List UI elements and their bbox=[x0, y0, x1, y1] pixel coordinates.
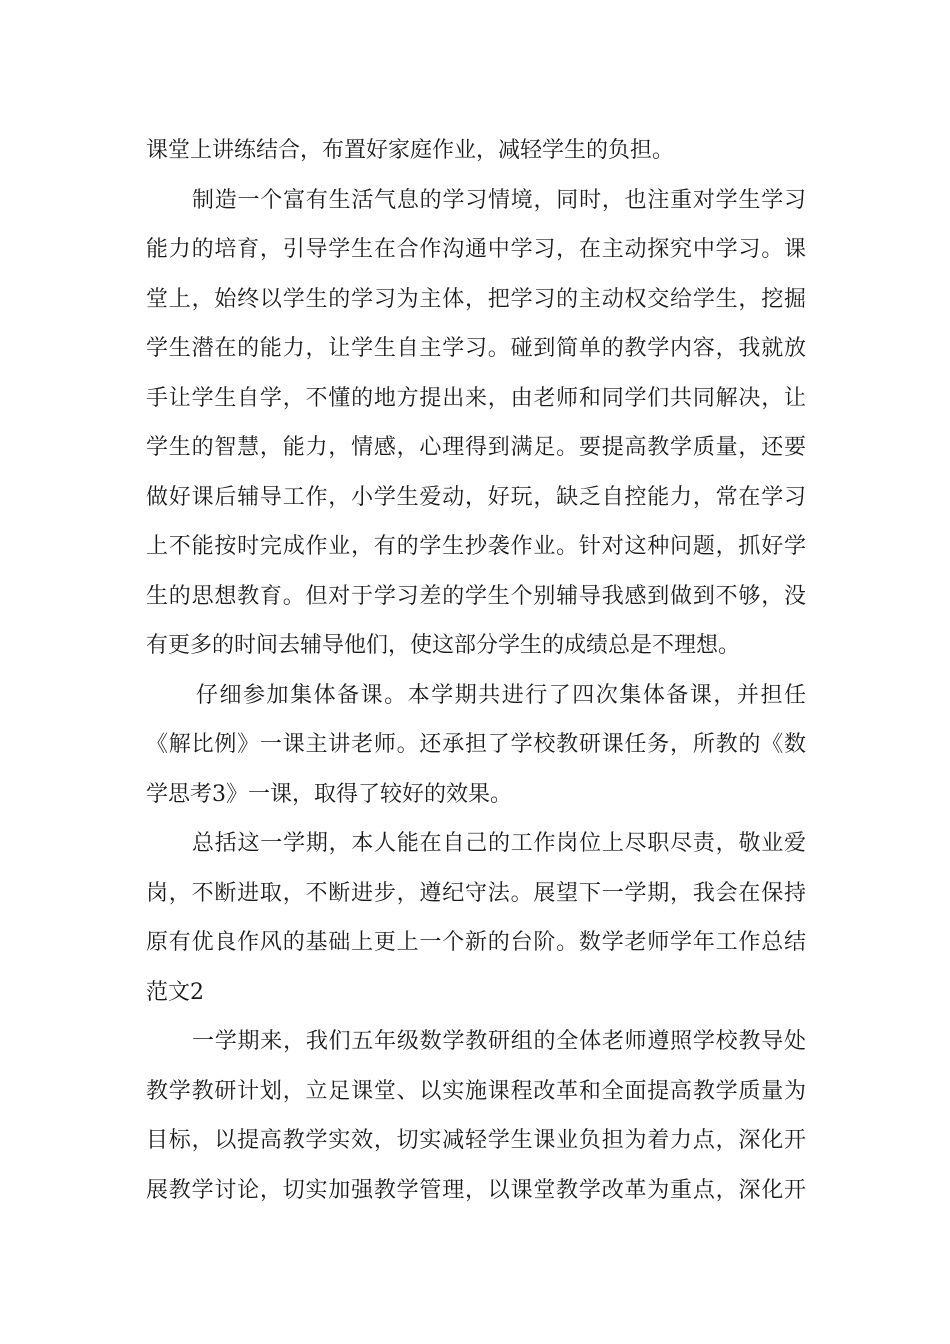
text-line: 能力的培育，引导学生在合作沟通中学习，在主动探究中学习。课 bbox=[146, 237, 806, 262]
text-line: 课堂上讲练结合，布置好家庭作业，减轻学生的负担。 bbox=[146, 138, 675, 163]
text-line: 手让学生自学，不懂的地方提出来，由老师和同学们共同解决，让 bbox=[146, 385, 806, 411]
text-line: 原有优良作风的基础上更上一个新的台阶。数学老师学年工作总结 bbox=[146, 930, 806, 955]
text-line: 教学教研计划，立足课堂、以实施课程改革和全面提高教学质量为 bbox=[146, 1078, 806, 1104]
paragraph-first-line: 制造一个富有生活气息的学习情境，同时，也注重对学生学习 bbox=[192, 187, 806, 213]
paragraph-first-line: 一学期来，我们五年级数学教研组的全体老师遵照学校教导处 bbox=[192, 1029, 806, 1054]
text-line: 学思考3》一课，取得了较好的效果。 bbox=[146, 781, 512, 807]
body-text bbox=[146, 126, 806, 1215]
paragraph-first-line: 仔细参加集体备课。本学期共进行了四次集体备课，并担任 bbox=[196, 682, 806, 708]
text-line: 《解比例》一课主讲老师。还承担了学校教研课任务，所教的《数 bbox=[146, 732, 806, 757]
text-line: 展教学讨论，切实加强教学管理，以课堂教学改革为重点，深化开 bbox=[146, 1177, 806, 1203]
text-line: 做好课后辅导工作，小学生爱动，好玩，缺乏自控能力，常在学习 bbox=[146, 484, 806, 510]
text-line: 学生潜在的能力，让学生自主学习。碰到简单的教学内容，我就放 bbox=[146, 336, 806, 361]
text-line: 有更多的时间去辅导他们，使这部分学生的成绩总是不理想。 bbox=[146, 633, 741, 658]
text-line: 上不能按时完成作业，有的学生抄袭作业。针对这种问题，抓好学 bbox=[146, 534, 806, 559]
text-line: 堂上，始终以学生的学习为主体，把学习的主动权交给学生，挖掘 bbox=[146, 286, 806, 312]
text-line: 生的思想教育。但对于学习差的学生个别辅导我感到做到不够，没 bbox=[146, 583, 806, 609]
text-line: 岗，不断进取，不断进步，遵纪守法。展望下一学期，我会在保持 bbox=[146, 880, 806, 906]
text-line: 学生的智慧，能力，情感，心理得到满足。要提高教学质量，还要 bbox=[146, 435, 806, 460]
text-line: 范文2 bbox=[146, 979, 204, 1005]
paragraph-first-line: 总括这一学期，本人能在自己的工作岗位上尽职尽责，敬业爱 bbox=[192, 831, 806, 856]
text-line: 目标，以提高教学实效，切实减轻学生课业负担为着力点，深化开 bbox=[146, 1128, 806, 1153]
